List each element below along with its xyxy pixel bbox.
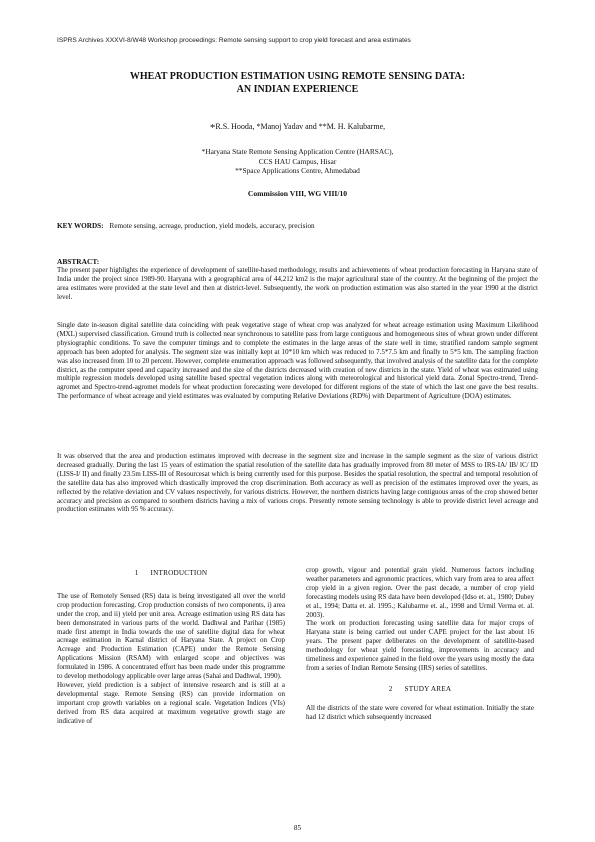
affiliation-line: *Haryana State Remote Sensing Application Centre (HARSAC), bbox=[201, 147, 394, 156]
author-star: * bbox=[209, 122, 216, 134]
keywords-text: Remote sensing, acreage, production, yield models, accuracy, precision bbox=[109, 222, 315, 230]
authors-text: R.S. Hooda, *Manoj Yadav and **M. H. Kalubarme, bbox=[215, 122, 386, 131]
intro-paragraph: The work on production forecasting using satellite data for major crops of Haryana state is being carried out under CAPE project for the last about 16 years. The present paper deliberates on the development of satellite-based methodology for wheat yield forecasting, improvements in accuracy and timeliness and experience gained in the field over the years using mostly the data from a series of Indian Remote Sensing (IRS) series of satellites. bbox=[306, 619, 534, 672]
affiliation-line: **Space Applications Centre, Ahmedabad bbox=[235, 166, 360, 175]
abstract-paragraph: The present paper highlights the experience of development of satellite-based methodology, results and achievements of wheat production forecasting in Haryana state of India under the project since 1989-90. Haryana with a geographical area of 44,212 km2 is the major agricultural state of the country. At the beginning of the project the area estimates were provided at the state level and then at district-level. Subsequently, the work on production estimation was also started in the year 1990 at the district level. bbox=[57, 266, 538, 301]
intro-paragraph: However, yield prediction is a subject of intensive research and is still at a developmental stage. Remote Sensing (RS) can provide information on important crop growth variables on a regional scale. Vegetation Indices (VIs) derived from RS data acquired at maximum vegetative growth stage are indicative of bbox=[57, 680, 285, 725]
abstract-paragraph: It was observed that the area and production estimates improved with decrease in the segment size and increase in the sample segment as the size of various district decreased gradually. During the last 15 years of estimation the spatial resolution of the satellite data has gradually improved from 80 meter of MSS to IRS-IA/ IB/ lC/ ID (LISS-I/ II) and finally 23.5m LISS-III of Resourcesat which is being currently used for this purpose. Besides the spatial resolution, the spectral and temporal resolution of the satellite data has also improved which drastically improved the crop discrimination. Both accuracy as well as precision of the estimates improved over the years, as reflected by the relative deviation and CV values respectively, for various districts. However, the northern districts having large contiguous areas of the crop showed better accuracy and precision as compared to southern districts having a mix of various crops. Presently remote sensing technology is able to provide district level acreage and production estimates with 95 % accuracy. bbox=[57, 452, 538, 514]
intro-paragraph: The use of Remotely Sensed (RS) data is being investigated all over the world crop production forecasting. Crop production consists of two components, i) area under the crop, and ii) yield per unit area. Acreage estimation using RS data has been demonstrated in various parts of the world. Dadhwal and Parihar (1985) made first attempt in India towards the use of satellite digital data for wheat acreage estimation in Karnal district of Haryana State. A project on Crop Acreage and Production Estimation (CAPE) under the Remote Sensing Applications Mission (RSAM) with enlarged scope and objectives was formulated in 1986. A concentrated effort has been made under this programme to develop methodology applicable over large areas (Sahai and Dadhwal, 1990). bbox=[57, 591, 285, 681]
keywords-block bbox=[57, 222, 538, 232]
right-column bbox=[306, 566, 534, 722]
abstract-heading: ABSTRACT: bbox=[57, 257, 100, 266]
keywords-label: KEY WORDS: bbox=[57, 222, 104, 230]
abstract-paragraph: Single date in-season digital satellite data coinciding with peak vegetative stage of wheat crop was analyzed for wheat acreage estimation using Maximum Likelihood (MXL) supervised classification. Ground truth is collected near synchronous to satellite pass from large contiguous and homogeneous sites of wheat grown under different physiographic conditions. To save the computer timings and to complete the estimates in the large areas of the state well in time, stratified random sample segment approach has been adopted for analysis. The segment size was initially kept at 10*10 km which was reduced to 7.5*7.5 km and finally to 5*5 km. The sampling fraction was also increased from 10 to 20 percent. However, complete enumeration approach was followed subsequently, that involved analysis of the satellite data for the complete district, as the computer speed and capacity increased and the size of the districts decreased with creation of new districts in the state. Yield of wheat was estimated using multiple regression models developed using satellite based spectral vegetation indices along with meteorological and historical yield data. Zonal Spectro-trend, Trend-agromet and Spectro-trend-agromet models for wheat production forecasting were developed for different regions of the state of which the last one gave the best results. The performance of wheat acreage and yield estimates was evaluated by computing Relative Deviations (RD%) with Department of Agriculture (DOA) estimates. bbox=[57, 321, 538, 401]
affiliations bbox=[57, 147, 538, 176]
paper-title bbox=[57, 70, 538, 96]
intro-paragraph: crop growth, vigour and potential grain yield. Numerous factors including weather parameters and agronomic practices, which vary from area to area affect crop yield in a given region. Over the past decade, a number of crop yield forecasting models using RS data have been developed (Idso et. al., 1980; Dubey et al., 1994; Datta et. al. 1995.; Kalubarme et. al., 1998 and Urmil Verma et. al. 2003). bbox=[306, 566, 534, 619]
section-heading-study-area: 2 STUDY AREA bbox=[388, 684, 452, 693]
left-column bbox=[57, 569, 285, 726]
page-number: 85 bbox=[293, 824, 302, 832]
title-line-2: AN INDIAN EXPERIENCE bbox=[236, 84, 359, 95]
affiliation-line: CCS HAU Campus, Hisar bbox=[258, 156, 337, 166]
study-area-paragraph: All the districts of the state were covered for wheat estimation. Initially the state had 12 district which subsequently increased bbox=[306, 703, 534, 721]
commission-label: Commission VIII, WG VIII/10 bbox=[247, 189, 348, 198]
running-header: ISPRS Archives XXXVI-8/W48 Workshop proceedings: Remote sensing support to crop yield forecast and area estimates bbox=[57, 37, 411, 44]
author-list bbox=[57, 121, 538, 134]
section-heading-introduction: 1 INTRODUCTION bbox=[134, 569, 208, 577]
title-line-1: WHEAT PRODUCTION ESTIMATION USING REMOTE SENSING DATA: bbox=[129, 71, 466, 82]
